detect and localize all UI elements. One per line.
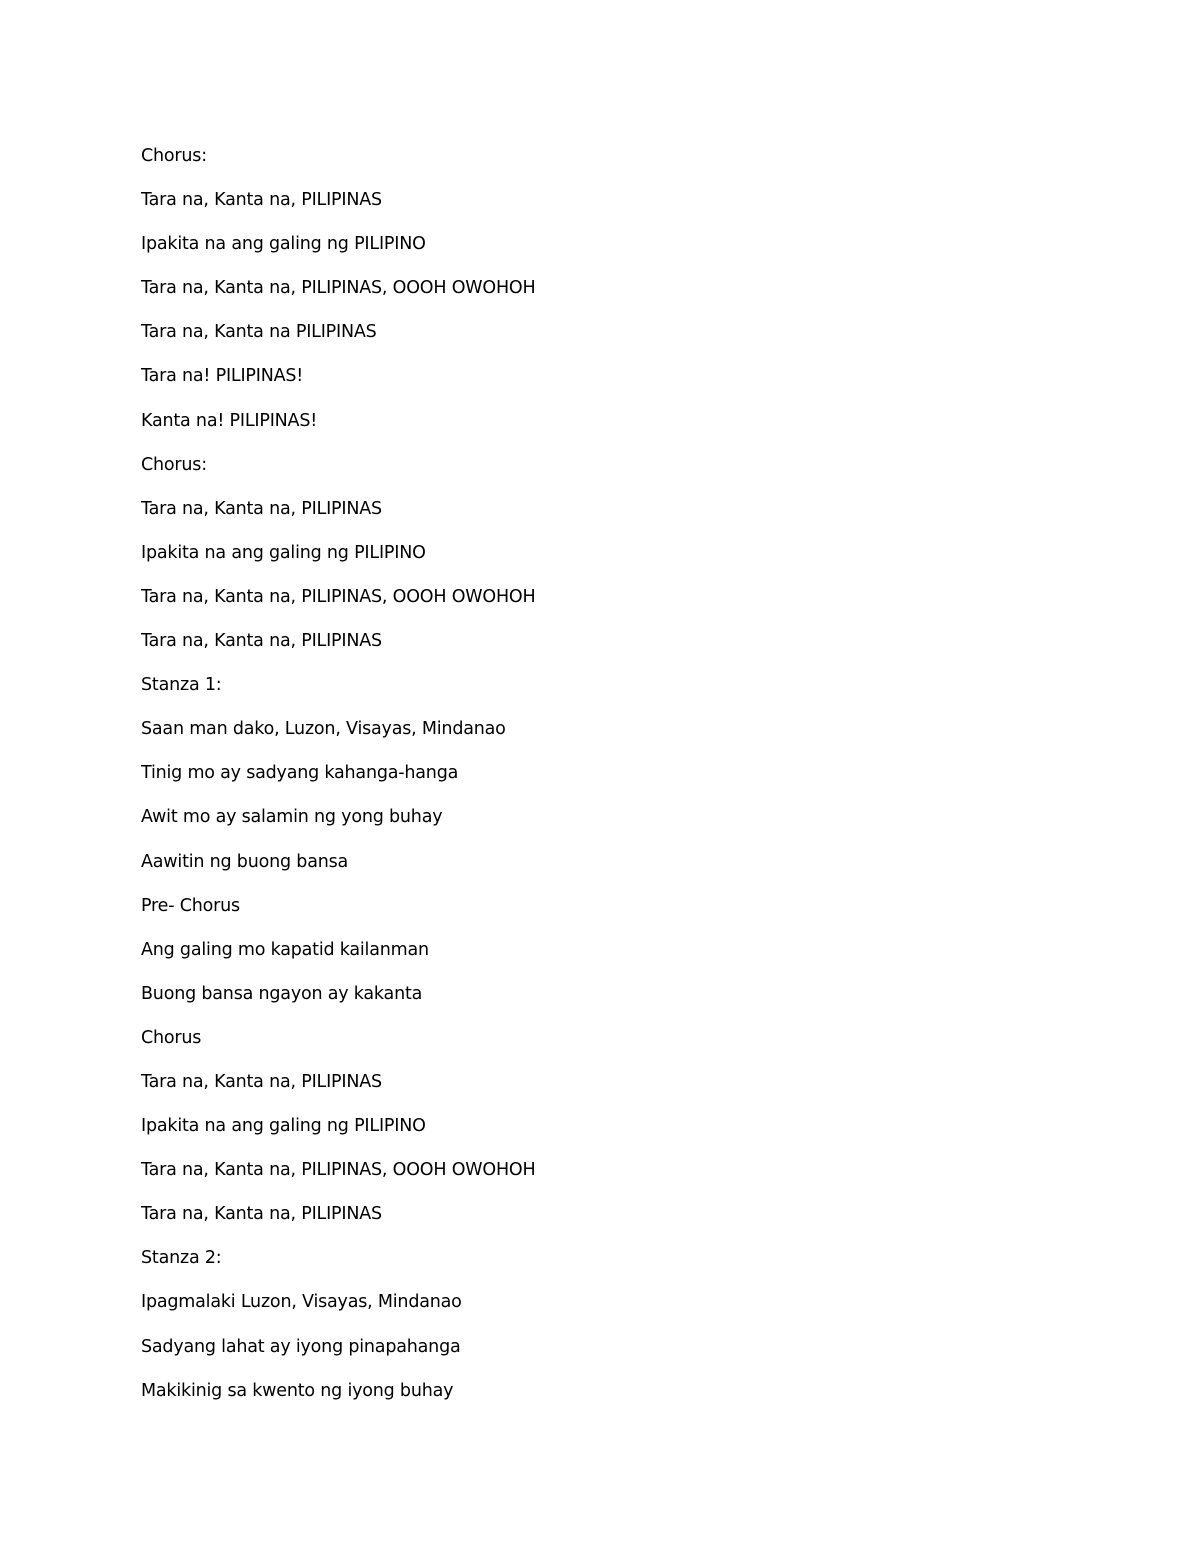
lyric-line: Tara na, Kanta na, PILIPINAS, OOOH OWOHOH: [141, 586, 536, 607]
lyric-line: Ipakita na ang galing ng PILIPINO: [141, 542, 426, 563]
lyric-line: Tinig mo ay sadyang kahanga-hanga: [141, 763, 459, 784]
lyric-line: Tara na, Kanta na, PILIPINAS, OOOH OWOHOH: [141, 278, 536, 299]
lyric-line: Tara na, Kanta na, PILIPINAS: [141, 1071, 382, 1092]
section-heading-pre-chorus: Pre- Chorus: [141, 895, 240, 916]
lyric-line: Tara na! PILIPINAS!: [141, 366, 304, 387]
lyric-line: Tara na, Kanta na, PILIPINAS, OOOH OWOHOH: [141, 1160, 536, 1181]
lyric-line: Awit mo ay salamin ng yong buhay: [141, 807, 443, 828]
lyric-line: Ipakita na ang galing ng PILIPINO: [141, 234, 426, 255]
lyric-line: Tara na, Kanta na, PILIPINAS: [141, 498, 382, 519]
lyric-line: Tara na, Kanta na, PILIPINAS: [141, 190, 382, 211]
lyric-line: Ang galing mo kapatid kailanman: [141, 939, 429, 960]
section-heading-stanza-2: Stanza 2:: [141, 1248, 222, 1269]
lyric-line: Makikinig sa kwento ng iyong buhay: [141, 1380, 454, 1401]
lyric-line: Aawitin ng buong bansa: [141, 851, 349, 872]
lyric-line: Tara na, Kanta na, PILIPINAS: [141, 1204, 382, 1225]
lyric-line: Ipagmalaki Luzon, Visayas, Mindanao: [141, 1292, 462, 1313]
lyric-line: Sadyang lahat ay iyong pinapahanga: [141, 1336, 461, 1357]
lyric-line: Tara na, Kanta na PILIPINAS: [141, 322, 377, 343]
section-heading-chorus: Chorus: [141, 1027, 202, 1048]
section-heading-chorus: Chorus:: [141, 146, 207, 166]
lyric-line: Saan man dako, Luzon, Visayas, Mindanao: [141, 719, 506, 740]
lyrics-text: [141, 142, 535, 1421]
lyric-line: Ipakita na ang galing ng PILIPINO: [141, 1116, 426, 1137]
section-heading-chorus: Chorus:: [141, 454, 207, 475]
section-heading-stanza-1: Stanza 1:: [141, 675, 222, 696]
lyric-line: Tara na, Kanta na, PILIPINAS: [141, 631, 382, 652]
lyric-line: Kanta na! PILIPINAS!: [141, 410, 318, 431]
lyric-line: Buong bansa ngayon ay kakanta: [141, 983, 423, 1004]
